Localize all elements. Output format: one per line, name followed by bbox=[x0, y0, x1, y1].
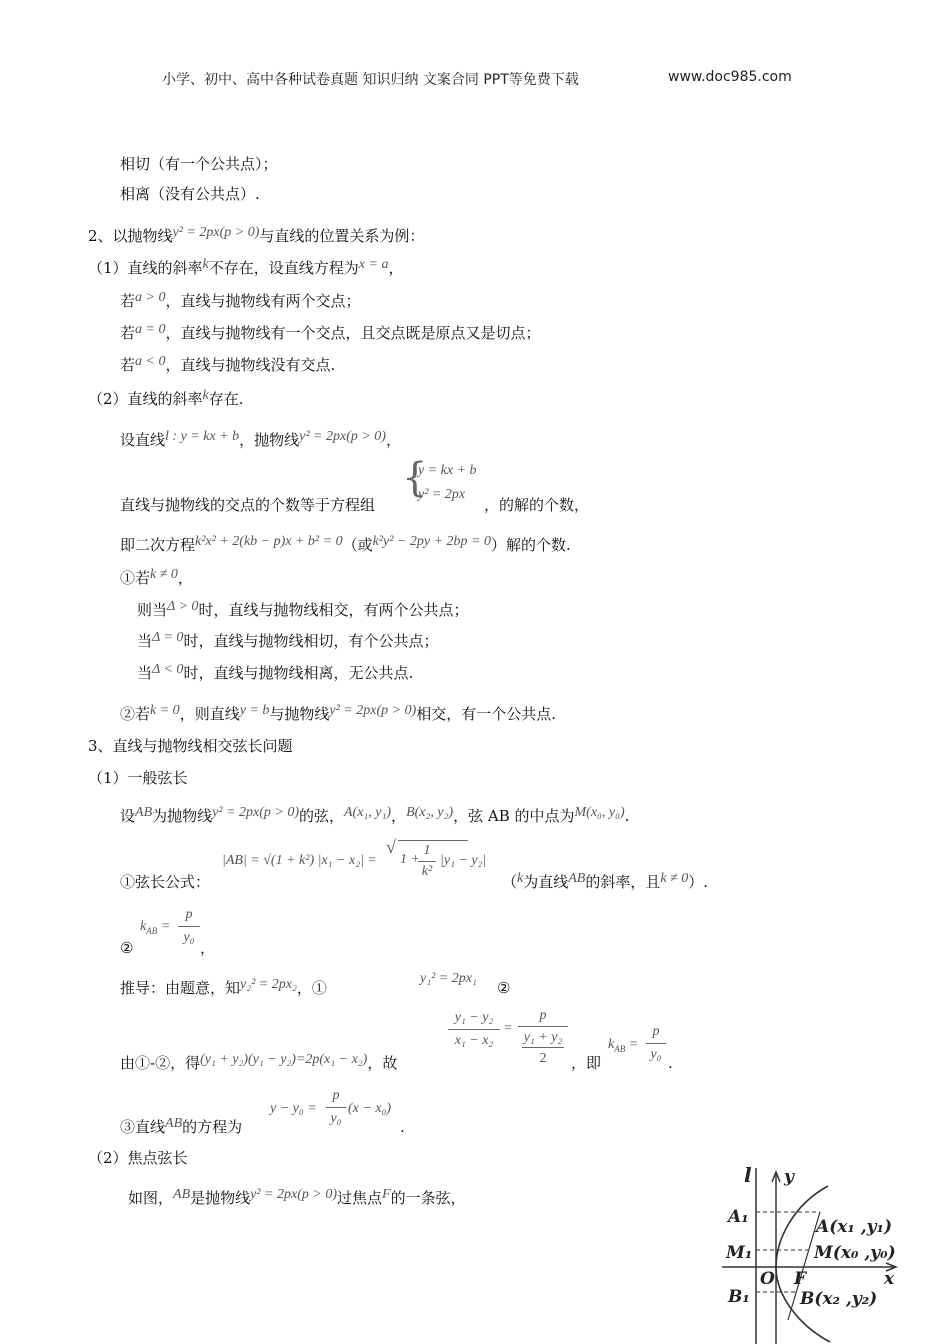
text-line: ②若k = 0，则直线y = b与抛物线y² = 2px(p > 0)相交，有一个公共点. bbox=[120, 703, 557, 723]
math-expr: AB bbox=[568, 871, 586, 886]
math-expr: y² = 2px(p > 0) bbox=[299, 429, 386, 444]
label-a1: A₁ bbox=[728, 1207, 749, 1227]
label-l: l bbox=[744, 1163, 752, 1187]
math-expr: AB bbox=[135, 805, 153, 820]
fraction-numerator: 1 bbox=[423, 843, 431, 858]
fraction-numerator: p bbox=[652, 1024, 660, 1039]
math-expr: |y₁ − y₂| bbox=[440, 853, 487, 868]
label-o: O bbox=[760, 1269, 775, 1289]
section-heading: 3、直线与抛物线相交弦长问题 bbox=[88, 737, 293, 755]
math-expr: l : y = kx + b bbox=[165, 429, 240, 444]
math-expr: AB bbox=[165, 1116, 183, 1131]
math-expr: k = 0 bbox=[150, 703, 180, 718]
math-expr: k ≠ 0 bbox=[150, 567, 178, 582]
fraction-denominator: x₁ − x₂ bbox=[454, 1033, 494, 1048]
math-expr: x = a bbox=[358, 257, 389, 272]
text-line: （k为直线AB的斜率，且k ≠ 0）. bbox=[502, 871, 709, 891]
math-expr: k ≠ 0 bbox=[660, 871, 689, 886]
text-line: 推导：由题意，知y₂² = 2px₂，① bbox=[120, 977, 327, 997]
math-expr: AB bbox=[173, 1187, 191, 1202]
fraction-numerator: p bbox=[539, 1008, 547, 1023]
text-line: ② bbox=[497, 979, 511, 997]
math-expr: Δ < 0 bbox=[152, 662, 184, 677]
label-b1: B₁ bbox=[728, 1287, 750, 1307]
math-expr: a > 0 bbox=[135, 290, 166, 305]
text-line: （2）焦点弦长 bbox=[88, 1149, 188, 1167]
fraction-bar bbox=[418, 861, 436, 862]
text-line: ，即 bbox=[571, 1054, 602, 1072]
text-line: 当Δ < 0时，直线与抛物线相离，无公共点. bbox=[137, 662, 414, 682]
label-y: y bbox=[784, 1167, 794, 1187]
fraction-bar bbox=[518, 1026, 568, 1027]
system-brace: { bbox=[402, 455, 428, 501]
parabola-figure bbox=[718, 1160, 908, 1344]
text-line: 直线与抛物线的交点的个数等于方程组 bbox=[120, 496, 376, 514]
text-line: 若a > 0，直线与抛物线有两个交点； bbox=[120, 290, 361, 310]
text-line: 若a = 0，直线与抛物线有一个交点，且交点既是原点又是切点； bbox=[120, 322, 541, 342]
math-expr: y² = 2px(p > 0) bbox=[212, 805, 299, 820]
label-f: F bbox=[794, 1269, 807, 1289]
math-expr: $k_{AB}$ = bbox=[608, 1037, 639, 1054]
text-line: 由①-②，得(y₁ + y₂)(y₁ − y₂)=2p(x₁ − x₂)，故 bbox=[120, 1052, 398, 1072]
text-line: 即二次方程k²x² + 2(kb − p)x + b² = 0（或k²y² − 2py + 2bp = 0）解的个数. bbox=[120, 534, 571, 554]
text-line: 若a < 0，直线与抛物线没有交点. bbox=[120, 354, 336, 374]
text-line: 如图，AB是抛物线y² = 2px(p > 0)过焦点F的一条弦， bbox=[128, 1187, 466, 1207]
fraction-numerator: p bbox=[185, 907, 193, 922]
math-expr: $k_{AB}$ = bbox=[140, 919, 171, 936]
math-expr: k²x² + 2(kb − p)x + b² = 0 bbox=[195, 534, 343, 549]
text-line: ，的解的个数， bbox=[484, 496, 590, 514]
fraction-denominator: y₀ bbox=[650, 1047, 662, 1062]
fraction-bar bbox=[448, 1029, 500, 1030]
math-expr: k bbox=[202, 257, 209, 272]
sqrt-icon: √ bbox=[386, 837, 396, 857]
math-expr: F bbox=[382, 1187, 391, 1202]
fraction-bar bbox=[326, 1107, 346, 1108]
label-b: B(x₂ ,y₂) bbox=[800, 1289, 878, 1309]
text-line: 当Δ = 0时，直线与抛物线相切，有个公共点； bbox=[137, 630, 439, 650]
text-line: 相离（没有公共点）. bbox=[120, 185, 260, 203]
math-expr: M(x₀, y₀) bbox=[574, 805, 625, 820]
fraction-numerator: p bbox=[332, 1088, 340, 1103]
math-expr: (x − x₀) bbox=[348, 1101, 392, 1116]
text-line: ② bbox=[120, 939, 134, 957]
text-line: 设直线l : y = kx + b，抛物线y² = 2px(p > 0)， bbox=[120, 429, 401, 449]
fraction-denominator: y₀ bbox=[183, 930, 195, 945]
header-text: 小学、初中、高中各种试卷真题 知识归纳 文案合同 PPT等免费下载 bbox=[162, 72, 579, 88]
math-expr: B(x₂, y₂) bbox=[406, 805, 454, 820]
math-expr: Δ = 0 bbox=[152, 630, 184, 645]
fraction-bar bbox=[178, 926, 200, 927]
math-expr: (y₁ + y₂)(y₁ − y₂)=2p(x₁ − x₂) bbox=[200, 1052, 368, 1067]
fraction-bar bbox=[646, 1043, 666, 1044]
text-line: ③直线AB的方程为 bbox=[120, 1116, 243, 1136]
math-expr: a = 0 bbox=[135, 322, 166, 337]
text-line: 设AB为抛物线y² = 2px(p > 0)的弦，A(x₁, y₁)，B(x₂, y₂)，弦 AB 的中点为M(x₀, y₀). bbox=[120, 805, 630, 825]
text-line: ①弦长公式： bbox=[120, 873, 211, 891]
text-line: 相切（有一个公共点）； bbox=[120, 155, 278, 173]
text-line: 则当Δ > 0时，直线与抛物线相交，有两个公共点； bbox=[137, 599, 469, 619]
math-expr: y₂² = 2px₂ bbox=[240, 977, 297, 992]
math-expr: y = kx + b bbox=[418, 463, 477, 478]
math-expr: y − y₀ = bbox=[270, 1101, 317, 1116]
label-m: M(x₀ ,y₀) bbox=[814, 1243, 896, 1263]
math-expr: = bbox=[504, 1021, 512, 1036]
math-expr: y² = 2px bbox=[418, 487, 466, 502]
fraction-bar bbox=[522, 1047, 564, 1048]
label-x: x bbox=[884, 1269, 895, 1289]
text-line: ， bbox=[200, 939, 216, 957]
fraction-denominator: y₀ bbox=[330, 1111, 342, 1126]
math-expr: y₁² = 2px₁ bbox=[420, 971, 477, 986]
math-expr: k²y² − 2py + 2bp = 0 bbox=[372, 534, 491, 549]
label-a: A(x₁ ,y₁) bbox=[816, 1217, 893, 1237]
text-line: . bbox=[668, 1054, 673, 1072]
parabola-curve bbox=[776, 1186, 830, 1342]
math-expr: y = b bbox=[239, 703, 270, 718]
math-expr: Δ > 0 bbox=[167, 599, 199, 614]
math-expr: |AB| = √(1 + k²) |x₁ − x₂| = bbox=[222, 853, 377, 868]
fraction-denominator: k² bbox=[421, 864, 433, 879]
math-expr: y² = 2px(p > 0) bbox=[329, 703, 417, 718]
math-expr: A(x₁, y₁) bbox=[344, 805, 392, 820]
math-expr: y² = 2px(p > 0) bbox=[172, 225, 260, 240]
text-line: （1）一般弦长 bbox=[88, 769, 188, 787]
fraction-denominator: 2 bbox=[539, 1051, 547, 1066]
text-line: （2）直线的斜率k存在. bbox=[88, 388, 244, 408]
math-expr: k bbox=[517, 871, 524, 886]
header-url[interactable]: www.doc985.com bbox=[668, 69, 792, 85]
math-expr: a < 0 bbox=[135, 354, 166, 369]
math-expr: y² = 2px(p > 0) bbox=[250, 1187, 337, 1202]
fraction-numerator: y₁ − y₂ bbox=[454, 1010, 494, 1025]
sqrt-bar bbox=[398, 840, 468, 841]
label-m1: M₁ bbox=[726, 1243, 753, 1263]
section-heading: 2、以抛物线y² = 2px(p > 0)与直线的位置关系为例： bbox=[88, 225, 425, 245]
math-expr: k bbox=[202, 388, 209, 403]
text-line: . bbox=[400, 1118, 405, 1136]
fraction-denominator: y₁ + y₂ bbox=[523, 1030, 563, 1045]
math-expr: 1 + bbox=[400, 852, 420, 867]
text-line: （1）直线的斜率k不存在，设直线方程为x = a， bbox=[88, 257, 404, 277]
text-line: ①若k ≠ 0， bbox=[120, 567, 193, 587]
